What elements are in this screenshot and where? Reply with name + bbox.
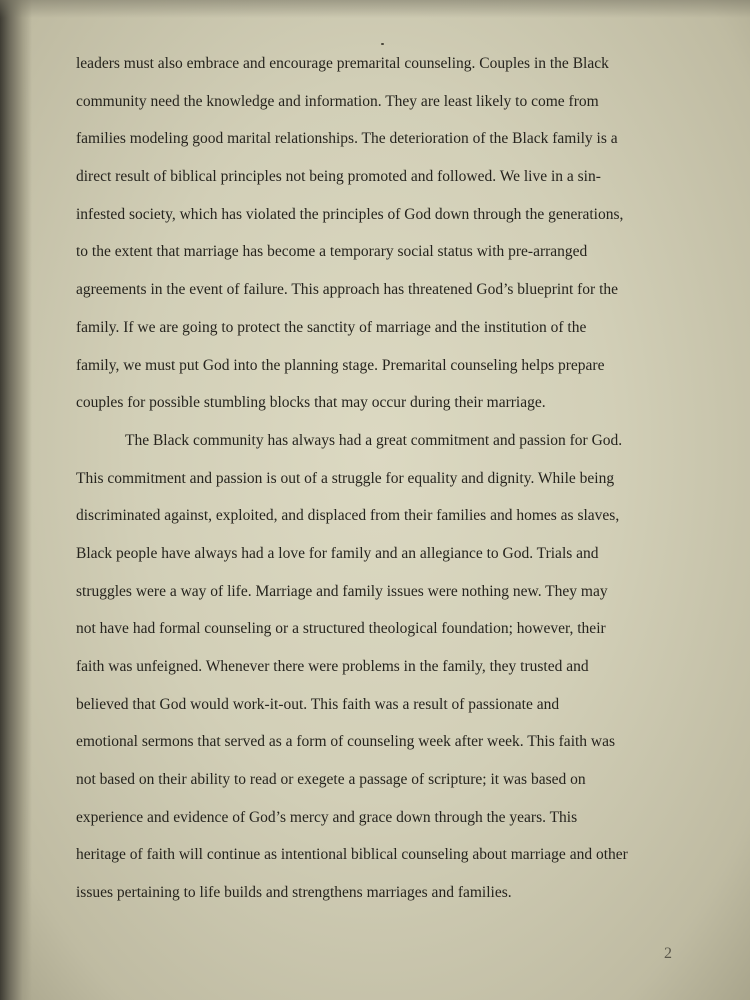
- text-line: struggles were a way of life. Marriage and family issues were nothing new. They may: [76, 582, 608, 600]
- text-line: families modeling good marital relationships. The deterioration of the Black family is a: [76, 130, 618, 148]
- text-line: family, we must put God into the planning stage. Premarital counseling helps prepare: [76, 356, 605, 374]
- text-line: emotional sermons that served as a form of counseling week after week. This faith was: [76, 733, 616, 751]
- page-number: 2: [664, 945, 672, 962]
- paper-speck: [381, 43, 384, 45]
- body-text: [76, 52, 676, 919]
- text-line: infested society, which has violated the principles of God down through the generations,: [76, 205, 624, 223]
- text-line: faith was unfeigned. Whenever there were problems in the family, they trusted and: [76, 658, 589, 675]
- text-line: This commitment and passion is out of a struggle for equality and dignity. While being: [76, 469, 615, 487]
- text-line: leaders must also embrace and encourage premarital counseling. Couples in the Black: [76, 55, 609, 72]
- text-line: Black people have always had a love for family and an allegiance to God. Trials and: [76, 544, 599, 562]
- text-line: not based on their ability to read or exegete a passage of scripture; it was based on: [76, 771, 586, 789]
- text-line: community need the knowledge and information. They are least likely to come from: [76, 92, 599, 110]
- text-line: The Black community has always had a great commitment and passion for God.: [125, 431, 623, 449]
- text-line: heritage of faith will continue as intentional biblical counseling about marriage and other: [76, 846, 628, 864]
- top-edge-shadow: [0, 0, 750, 18]
- text-line: not have had formal counseling or a structured theological foundation; however, their: [76, 620, 606, 638]
- text-line: to the extent that marriage has become a temporary social status with pre-arranged: [76, 243, 588, 261]
- text-line: direct result of biblical principles not being promoted and followed. We live in a sin-: [76, 168, 601, 186]
- text-line: couples for possible stumbling blocks that may occur during their marriage.: [76, 394, 546, 412]
- text-line: agreements in the event of failure. This approach has threatened God’s blueprint for the: [76, 281, 619, 299]
- text-line: believed that God would work-it-out. This faith was a result of passionate and: [76, 695, 560, 713]
- text-line: issues pertaining to life builds and strengthens marriages and families.: [76, 884, 512, 902]
- text-line: family. If we are going to protect the sanctity of marriage and the institution of the: [76, 318, 587, 336]
- binding-shadow: [0, 0, 32, 1000]
- text-line: discriminated against, exploited, and displaced from their families and homes as slaves,: [76, 507, 620, 525]
- text-line: experience and evidence of God’s mercy and grace down through the years. This: [76, 808, 578, 826]
